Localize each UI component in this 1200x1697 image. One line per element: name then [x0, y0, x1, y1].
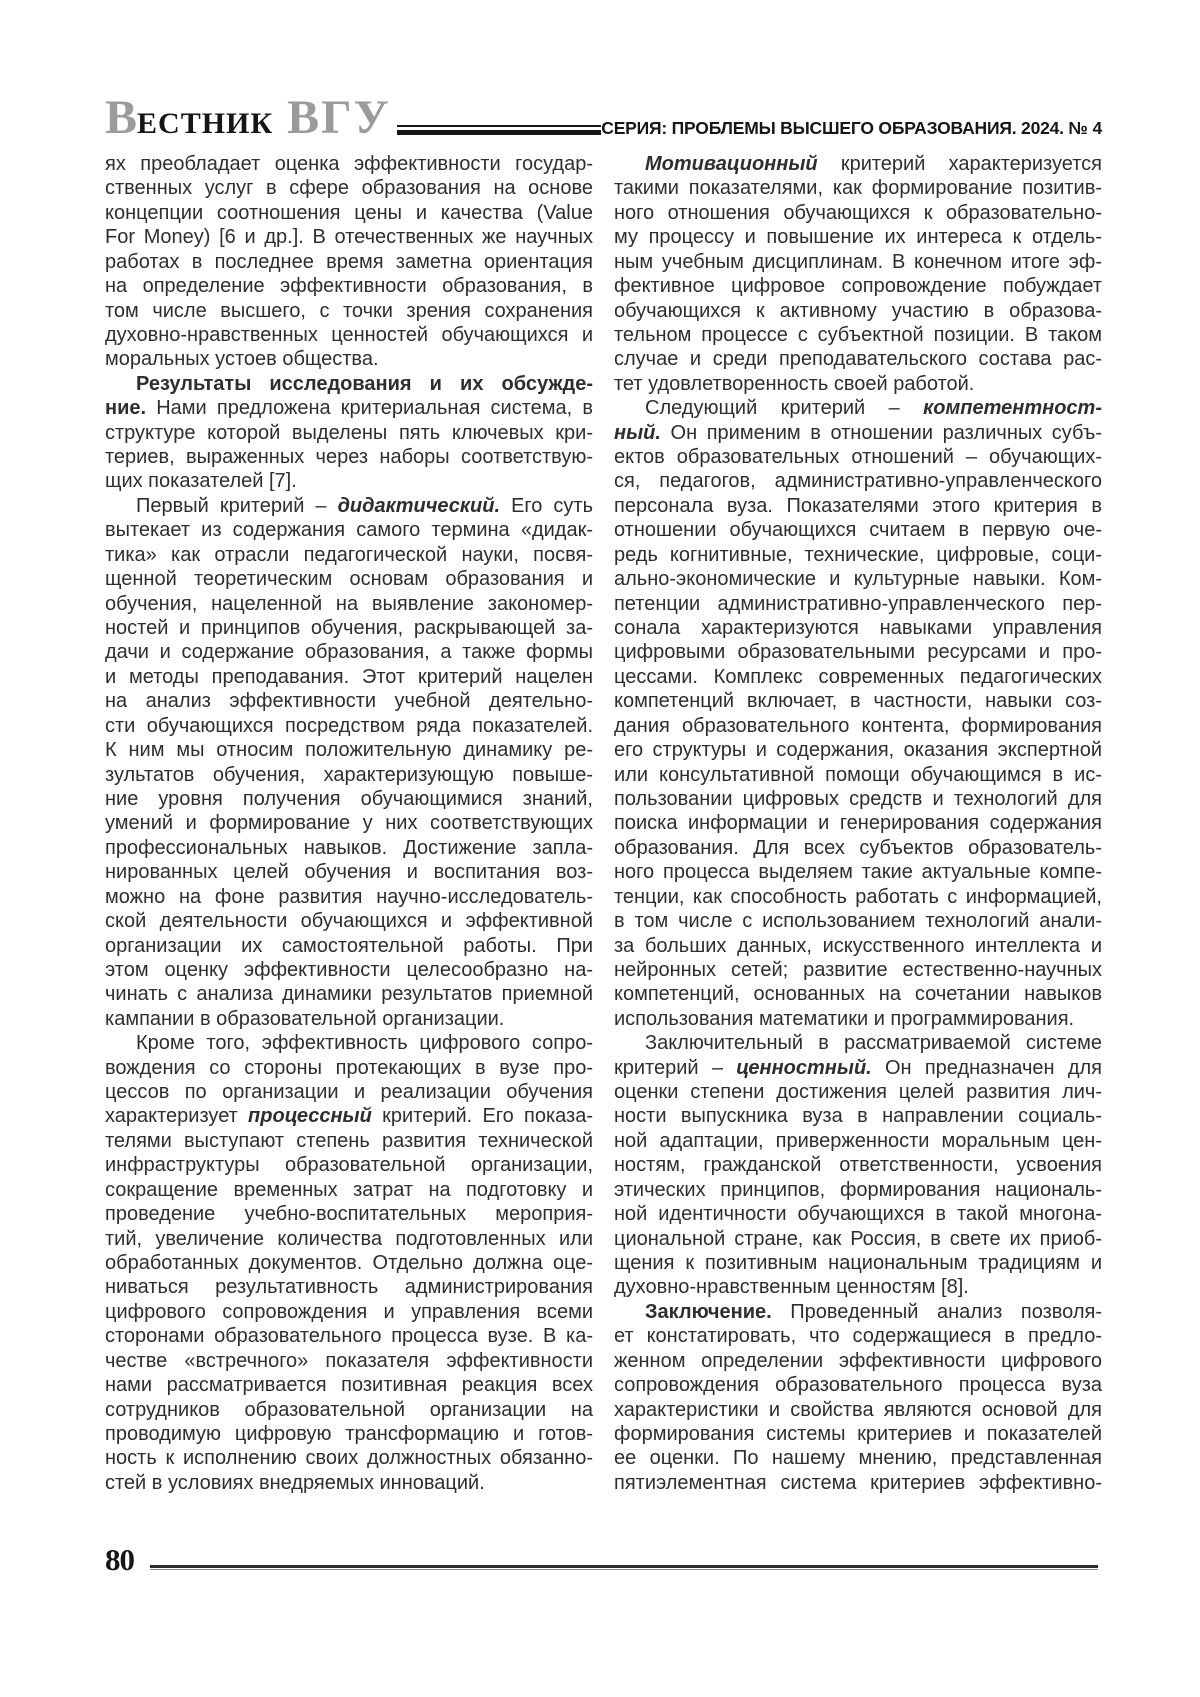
text-run: структуре которой выделены пять ключевых кри-	[105, 421, 593, 444]
text-run: и методы преподавания. Этот критерий нацелен	[105, 665, 593, 688]
text-line	[105, 396, 593, 420]
text-run: ным учебным дисциплинам. В конечном итоге эф-	[614, 250, 1102, 273]
text-line	[614, 1031, 1102, 1055]
text-run: стей в условиях внедряемых инноваций.	[105, 1471, 485, 1494]
text-run: вождения со стороны протекающих в вузе про-	[105, 1056, 593, 1079]
bold-italic-run: ный.	[614, 421, 661, 444]
text-run: профессиональных навыков. Достижение запла-	[105, 836, 593, 859]
text-run: цессами. Комплекс современных педагогических	[614, 665, 1102, 688]
text-run: за больших данных, искусственного интеллекта и	[614, 934, 1102, 957]
text-line	[105, 323, 593, 347]
paragraph	[105, 372, 593, 494]
text-line	[614, 518, 1102, 542]
bold-italic-run: процессный	[248, 1105, 372, 1128]
paragraph	[105, 1031, 593, 1495]
text-line	[614, 347, 1102, 371]
text-line	[105, 299, 593, 323]
text-run: на анализ эффективности учебной деятельно-	[105, 690, 593, 713]
text-line	[614, 1324, 1102, 1348]
bold-run: ние.	[105, 397, 147, 420]
text-run: сопровождения образовательного процесса вуза	[614, 1374, 1102, 1397]
text-line	[105, 689, 593, 713]
text-line	[614, 152, 1102, 176]
text-line	[614, 1056, 1102, 1080]
text-run: компетенций, основанных на сочетании навыков	[614, 983, 1102, 1006]
paragraph	[105, 152, 593, 372]
text-line	[614, 445, 1102, 469]
text-run: териев, выраженных через наборы соответствую-	[105, 446, 593, 469]
text-run: ектов образовательных отношений – обучающих-	[614, 446, 1102, 469]
text-run: пользовании цифровых средств и технологий для	[614, 787, 1102, 810]
text-run: For Money) [6 и др.]. В отечественных же научных	[105, 226, 593, 249]
text-line	[614, 811, 1102, 835]
text-run: случае и среди преподавательского состава рас-	[614, 348, 1102, 371]
text-line	[614, 689, 1102, 713]
logo-initial: В	[105, 91, 138, 144]
text-line	[614, 1251, 1102, 1275]
text-run: ности выпускника вуза в направлении социаль-	[614, 1105, 1102, 1128]
text-run: или консультативной помощи обучающимся в ис-	[614, 763, 1102, 786]
text-line	[614, 885, 1102, 909]
text-run: сокращение временных затрат на подготовку и	[105, 1178, 593, 1201]
text-run: обучения, нацеленной на выявление закономер-	[105, 592, 593, 615]
text-run: К ним мы относим положительную динамику ре-	[105, 739, 593, 762]
text-line	[614, 421, 1102, 445]
text-line	[105, 1275, 593, 1299]
text-line	[614, 1153, 1102, 1177]
text-line	[105, 201, 593, 225]
text-line	[614, 738, 1102, 762]
text-line	[614, 934, 1102, 958]
text-line	[105, 958, 593, 982]
text-run: ной идентичности обучающихся в такой многона-	[614, 1203, 1102, 1226]
text-run: сти обучающихся посредством ряда показателей.	[105, 714, 593, 737]
text-line	[614, 1202, 1102, 1226]
text-run: сотрудников образовательной организации на	[105, 1398, 593, 1421]
paragraph	[614, 396, 1102, 1031]
text-run: дачи и содержание образования, а также формы	[105, 641, 593, 664]
text-line	[105, 1398, 593, 1422]
text-line	[105, 445, 593, 469]
column-1	[105, 152, 593, 1495]
text-run: пятиэлементная система критериев эффективно-	[614, 1471, 1102, 1494]
text-run: образования. Для всех субъектов образователь-	[614, 836, 1102, 859]
text-run: моральных устоев общества.	[105, 348, 379, 371]
text-run: щения к позитивным национальным традициям и	[614, 1251, 1102, 1274]
text-line	[614, 274, 1102, 298]
text-line	[105, 152, 593, 176]
text-line	[105, 1227, 593, 1251]
text-run: ально-экономические и культурные навыки. Ком-	[614, 568, 1102, 591]
bold-italic-run: Мотивационный	[645, 153, 818, 175]
text-line	[105, 640, 593, 664]
series-title: СЕРИЯ: ПРОБЛЕМЫ ВЫСШЕГО ОБРАЗОВАНИЯ. 2024. № 4	[601, 118, 1102, 138]
text-line	[105, 274, 593, 298]
text-line	[105, 469, 593, 493]
text-run: нейронных сетей; развитие естественно-научных	[614, 958, 1102, 981]
text-line	[105, 1080, 593, 1104]
text-line	[614, 1178, 1102, 1202]
text-run: ного отношения обучающихся к образовательно-	[614, 201, 1102, 224]
text-line	[105, 372, 593, 396]
text-run: инфраструктуры образовательной организации,	[105, 1154, 593, 1177]
text-run: женном определении эффективности цифрового	[614, 1349, 1102, 1372]
text-run: цифрового сопровождения и управления всеми	[105, 1300, 593, 1323]
text-line	[614, 1300, 1102, 1324]
text-run: проводимую цифровую трансформацию и готов-	[105, 1422, 593, 1445]
text-run: ственных услуг в сфере образования на основе	[105, 177, 593, 200]
bold-italic-run: ценностный.	[736, 1056, 872, 1079]
text-run: ет констатировать, что содержащиеся в предло-	[614, 1325, 1102, 1348]
text-run: вытекает из содержания самого термина «дидак-	[105, 519, 593, 542]
text-run: Первый критерий –	[136, 494, 338, 517]
text-line	[105, 1104, 593, 1128]
text-run: ее оценки. По нашему мнению, представленная	[614, 1447, 1102, 1470]
text-line	[105, 1178, 593, 1202]
text-run: обучающихся к активному участию в образова-	[614, 299, 1102, 322]
text-line	[105, 934, 593, 958]
text-line	[105, 1446, 593, 1470]
bold-italic-run: компетентност-	[923, 397, 1102, 420]
text-line	[614, 665, 1102, 689]
text-line	[614, 494, 1102, 518]
text-run: зультатов обучения, характеризующую повыше-	[105, 763, 593, 786]
text-run: ностей и принципов обучения, раскрывающей за-	[105, 617, 593, 640]
text-run: цессов по организации и реализации обучения	[105, 1081, 593, 1104]
text-line	[614, 567, 1102, 591]
text-run: его структуры и содержания, оказания экспертной	[614, 739, 1102, 762]
text-line	[105, 836, 593, 860]
text-line	[105, 1056, 593, 1080]
text-run: отношении обучающихся считаем в первую оче-	[614, 519, 1102, 542]
text-line	[105, 347, 593, 371]
text-run: умений и формирование у них соответствующих	[105, 812, 593, 835]
text-run: нами рассматривается позитивная реакция всех	[105, 1374, 593, 1397]
text-run: ностям, гражданской ответственности, усвоения	[614, 1154, 1102, 1177]
text-line	[614, 543, 1102, 567]
text-line	[105, 225, 593, 249]
text-run: критерий. Его показа-	[371, 1105, 593, 1128]
text-line	[614, 1275, 1102, 1299]
text-run: организации их самостоятельной работы. При	[105, 934, 593, 957]
text-line	[614, 958, 1102, 982]
text-line	[105, 1007, 593, 1031]
text-line	[105, 1422, 593, 1446]
text-line	[105, 592, 593, 616]
journal-logo	[105, 91, 391, 144]
text-run: характеристики и свойства являются основой для	[614, 1398, 1102, 1421]
text-run: формирования системы критериев и показателей	[614, 1422, 1102, 1445]
text-run: духовно-нравственным ценностям [8].	[614, 1276, 969, 1299]
text-line	[105, 1373, 593, 1397]
text-line	[105, 250, 593, 274]
text-line	[614, 1446, 1102, 1470]
text-run: дания образовательного контента, формирования	[614, 714, 1102, 737]
text-line	[614, 714, 1102, 738]
text-line	[614, 250, 1102, 274]
text-line	[105, 1251, 593, 1275]
article-body	[105, 152, 1102, 1495]
text-run: тет удовлетворенность своей работой.	[614, 372, 975, 395]
text-line	[105, 567, 593, 591]
text-line	[105, 909, 593, 933]
text-line	[105, 176, 593, 200]
text-run: использования математики и программирования.	[614, 1007, 1075, 1030]
text-run: чинать с анализа динамики результатов приемной	[105, 983, 593, 1006]
text-run: компетенций включает, в частности, навыки соз-	[614, 690, 1102, 713]
text-run: тенции, как способность работать с информацией,	[614, 885, 1102, 908]
text-line	[105, 1471, 593, 1495]
text-line	[614, 1422, 1102, 1446]
text-run: фективное цифровое сопровождение побуждает	[614, 275, 1102, 298]
text-line	[614, 1007, 1102, 1031]
paragraph	[614, 1300, 1102, 1495]
logo-rest: ЕСТНИК	[137, 107, 274, 140]
text-line	[614, 616, 1102, 640]
text-line	[614, 1227, 1102, 1251]
text-line	[614, 299, 1102, 323]
text-line	[105, 811, 593, 835]
text-line	[105, 518, 593, 542]
text-run: кампании в образовательной организации.	[105, 1007, 505, 1030]
text-line	[614, 1104, 1102, 1128]
text-run: поиска информации и генерирования содержания	[614, 812, 1102, 835]
text-line	[614, 982, 1102, 1006]
page-footer	[105, 1544, 1102, 1575]
text-run: редь когнитивные, технические, цифровые, соци-	[614, 543, 1102, 566]
bold-run: Результаты исследования и их обсужде-	[136, 372, 593, 395]
paragraph	[614, 152, 1102, 396]
text-line	[614, 469, 1102, 493]
text-line	[105, 714, 593, 738]
footer-rule	[150, 1565, 1098, 1570]
text-run: петенции административно-управленческого пер-	[614, 592, 1102, 615]
text-line	[614, 1373, 1102, 1397]
text-run: том числе высшего, с точки зрения сохранения	[105, 299, 593, 322]
text-line	[105, 982, 593, 1006]
text-run: ность к исполнению своих должностных обязанно-	[105, 1447, 593, 1470]
text-line	[105, 860, 593, 884]
column-2	[614, 152, 1102, 1495]
text-line	[105, 543, 593, 567]
text-line	[614, 176, 1102, 200]
text-run: проведение учебно-воспитательных мероприя-	[105, 1203, 593, 1226]
text-run: ской деятельности обучающихся и эффективной	[105, 910, 593, 933]
text-run: ние уровня получения обучающимися знаний,	[105, 787, 593, 810]
text-line	[105, 1129, 593, 1153]
text-line	[614, 763, 1102, 787]
text-line	[105, 1031, 593, 1055]
text-line	[614, 323, 1102, 347]
text-line	[614, 787, 1102, 811]
text-run: циональной стране, как Россия, в свете их приоб-	[614, 1227, 1102, 1250]
text-line	[105, 421, 593, 445]
text-line	[614, 372, 1102, 396]
text-line	[614, 1349, 1102, 1373]
text-run: Проведенный анализ позволя-	[771, 1300, 1102, 1323]
text-run: щих показателей [7].	[105, 470, 297, 493]
text-line	[614, 860, 1102, 884]
text-line	[614, 396, 1102, 420]
text-line	[105, 1349, 593, 1373]
page-number: 80	[105, 1542, 134, 1577]
paragraph	[105, 494, 593, 1031]
text-run: духовно-нравственных ценностей обучающихся и	[105, 323, 593, 346]
text-line	[614, 836, 1102, 860]
text-run: оценки степени достижения целей развития лич-	[614, 1081, 1102, 1104]
text-line	[614, 640, 1102, 664]
text-run: в том числе с использованием технологий анали-	[614, 910, 1102, 933]
logo-acronym: ВГУ	[287, 91, 391, 144]
text-run: на определение эффективности образования, в	[105, 275, 593, 298]
text-line	[105, 885, 593, 909]
text-run: обработанных документов. Отдельно должна оце-	[105, 1251, 593, 1274]
text-run: этических принципов, формирования националь-	[614, 1178, 1102, 1201]
text-run: Он предназначен для	[871, 1056, 1102, 1079]
text-run: критерий характеризуется	[817, 153, 1102, 175]
paragraph	[614, 1031, 1102, 1300]
text-run: телями выступают степень развития технической	[105, 1129, 593, 1152]
text-line	[105, 1300, 593, 1324]
text-line	[105, 1202, 593, 1226]
text-run: Он применим в отношении различных субъ-	[660, 421, 1102, 444]
text-line	[105, 665, 593, 689]
page-header	[105, 91, 1102, 144]
text-line	[614, 201, 1102, 225]
text-run: тельном процессе с субъектной позиции. В таком	[614, 323, 1102, 346]
text-run: цифровыми образовательными ресурсами и про-	[614, 641, 1102, 664]
text-run: Заключительный в рассматриваемой системе	[645, 1032, 1102, 1055]
text-line	[614, 1471, 1102, 1495]
text-line	[105, 1153, 593, 1177]
text-run: ях преобладает оценка эффективности государ-	[105, 153, 593, 175]
text-run: можно на фоне развития научно-исследователь-	[105, 885, 593, 908]
text-run: Нами предложена критериальная система, в	[146, 397, 593, 420]
bold-run: Заключение.	[645, 1300, 772, 1323]
bold-italic-run: дидактический.	[337, 494, 501, 517]
text-line	[614, 592, 1102, 616]
text-run: щенной теоретическим основам образования и	[105, 568, 593, 591]
text-run: Следующий критерий –	[645, 397, 924, 420]
text-line	[614, 225, 1102, 249]
text-line	[105, 616, 593, 640]
text-run: ниваться результативность администрирования	[105, 1276, 593, 1299]
text-line	[614, 1398, 1102, 1422]
text-line	[105, 1324, 593, 1348]
text-line	[614, 1129, 1102, 1153]
text-run: сторонами образовательного процесса вузе. В ка-	[105, 1325, 593, 1348]
text-line	[614, 909, 1102, 933]
text-run: ной адаптации, приверженности моральным цен-	[614, 1129, 1102, 1152]
text-line	[105, 738, 593, 762]
text-run: критерий –	[614, 1056, 737, 1079]
text-run: персонала вуза. Показателями этого критерия в	[614, 494, 1102, 517]
text-run: этом оценку эффективности целесообразно на-	[105, 958, 593, 981]
text-run: тий, увеличение количества подготовленных или	[105, 1227, 593, 1250]
text-run: ся, педагогов, административно-управленческого	[614, 470, 1102, 493]
text-run: Кроме того, эффективность цифрового сопро-	[136, 1032, 593, 1055]
text-run: ного процесса выделяем такие актуальные компе-	[614, 861, 1102, 884]
text-line	[105, 494, 593, 518]
text-line	[105, 763, 593, 787]
text-run: характеризует	[105, 1105, 249, 1128]
text-line	[614, 1080, 1102, 1104]
text-run: Его суть	[500, 494, 593, 517]
text-run: работах в последнее время заметна ориентация	[105, 250, 593, 273]
text-run: нированных целей обучения и воспитания воз-	[105, 861, 593, 884]
text-run: тика» как отрасли педагогической науки, посвя-	[105, 543, 593, 566]
text-run: концепции соотношения цены и качества (Value	[105, 201, 593, 224]
text-run: сонала характеризуются навыками управления	[614, 617, 1102, 640]
text-run: такими показателями, как формирование позитив-	[614, 177, 1102, 200]
text-run: му процессу и повышение их интереса к отдель-	[614, 226, 1102, 249]
header-double-rule	[397, 125, 601, 135]
text-run: честве «встречного» показателя эффективности	[105, 1349, 593, 1372]
text-line	[105, 787, 593, 811]
